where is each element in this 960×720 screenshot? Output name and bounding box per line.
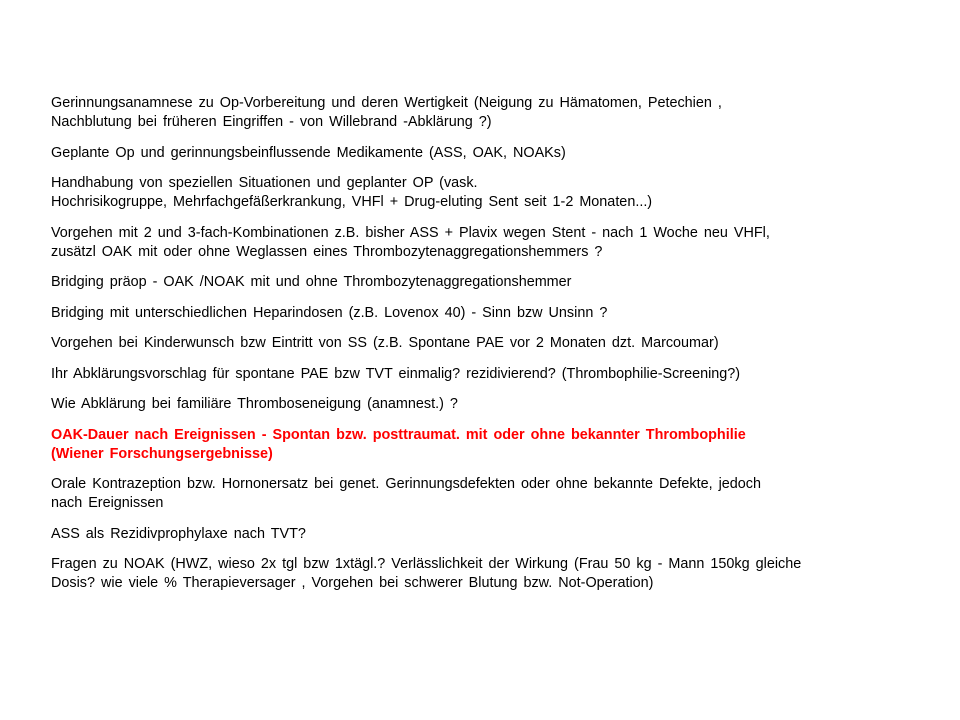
text-line: Orale Kontrazeption bzw. Hornonersatz bei genet. Gerinnungsdefekten oder ohne bekannte Defekte, jedoch [51, 476, 762, 492]
list-item-kontrazeption [51, 475, 901, 513]
text-line: Bridging mit unterschiedlichen Heparindosen (z.B. Lovenox 40) - Sinn bzw Unsinn ? [51, 304, 608, 321]
text-line: Fragen zu NOAK (HWZ, wieso 2x tgl bzw 1xtägl.? Verlässlichkeit der Wirkung (Frau 50 kg - Mann 150kg gleiche [51, 556, 802, 572]
text-line: OAK-Dauer nach Ereignissen - Spontan bzw. posttraumat. mit oder ohne bekannter Thrombophilie [51, 426, 746, 443]
text-line: ASS als Rezidivprophylaxe nach TVT? [51, 525, 306, 542]
text-line: Nachblutung bei früheren Eingriffen - von Willebrand -Abklärung ?) [51, 114, 492, 130]
text-line: Gerinnungsanamnese zu Op-Vorbereitung und deren Wertigkeit (Neigung zu Hämatomen, Petechien , [51, 95, 722, 111]
list-item-medikamente [51, 144, 901, 163]
question-list [51, 94, 901, 605]
text-line: Wie Abklärung bei familiäre Thromboseneigung (anamnest.) ? [51, 396, 458, 412]
text-line: Dosis? wie viele % Therapieversager , Vorgehen bei schwerer Blutung bzw. Not-Operation) [51, 575, 654, 591]
text-line: Vorgehen bei Kinderwunsch bzw Eintritt von SS (z.B. Spontane PAE vor 2 Monaten dzt. Marcoumar) [51, 335, 719, 351]
text-line: Geplante Op und gerinnungsbeinflussende Medikamente (ASS, OAK, NOAKs) [51, 144, 566, 161]
text-line: nach Ereignissen [51, 495, 164, 511]
list-item-abklaerung-pae [51, 365, 901, 384]
list-item-kinderwunsch [51, 334, 901, 353]
list-item-bridging-heparin [51, 304, 901, 323]
text-line: Bridging präop - OAK /NOAK mit und ohne Thrombozytenaggregationshemmer [51, 274, 572, 290]
text-line: (Wiener Forschungsergebnisse) [51, 445, 273, 462]
list-item-thromboseneigung [51, 395, 901, 414]
list-item-bridging-praeop [51, 273, 901, 292]
list-item-fragen-noak [51, 555, 901, 593]
text-line: Ihr Abklärungsvorschlag für spontane PAE bzw TVT einmalig? rezidivierend? (Thrombophilie-Screening?) [51, 365, 741, 382]
text-line: Hochrisikogruppe, Mehrfachgefäßerkrankung, VHFl + Drug-eluting Sent seit 1-2 Monaten...) [51, 194, 653, 210]
text-line: zusätzl OAK mit oder ohne Weglassen eines Thrombozytenaggregationshemmers ? [51, 243, 603, 260]
list-item-oak-dauer-highlight [51, 426, 901, 464]
list-item-anamnese [51, 94, 901, 132]
list-item-handhabung [51, 174, 901, 212]
list-item-kombinationen [51, 224, 901, 262]
text-line: Handhabung von speziellen Situationen und geplanter OP (vask. [51, 175, 478, 191]
list-item-ass-rezidiv [51, 525, 901, 544]
text-line: Vorgehen mit 2 und 3-fach-Kombinationen z.B. bisher ASS + Plavix wegen Stent - nach 1 Woche neu VHFl, [51, 224, 770, 241]
